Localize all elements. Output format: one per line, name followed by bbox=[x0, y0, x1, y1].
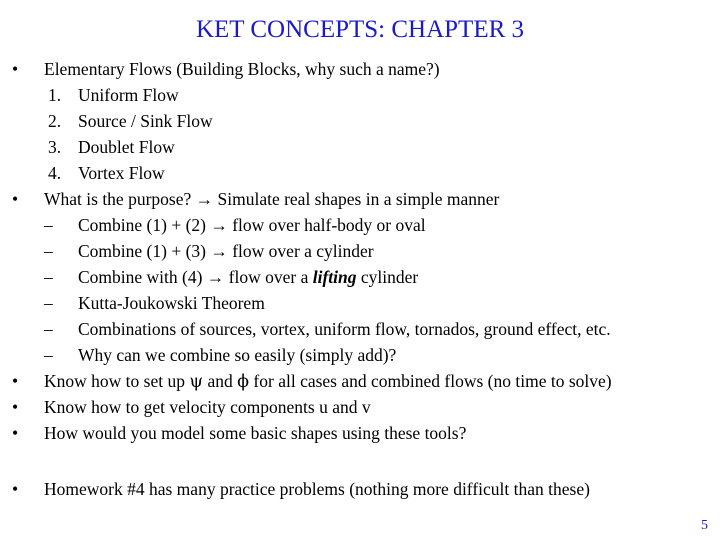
list-item-source-sink-flow: Source / Sink Flow bbox=[78, 111, 213, 131]
sub-item-kutta-joukowski: Kutta-Joukowski Theorem bbox=[78, 293, 265, 313]
page-number: 5 bbox=[701, 518, 708, 533]
combine-4-prefix: Combine with (4) → flow over a bbox=[78, 267, 313, 287]
bullet-marker: • bbox=[12, 479, 19, 499]
bullet-marker: • bbox=[12, 59, 19, 79]
list-item-doublet-flow: Doublet Flow bbox=[78, 137, 175, 157]
bullet-elementary-flows: Elementary Flows (Building Blocks, why such a name?) bbox=[44, 59, 440, 79]
bullet-marker: • bbox=[12, 397, 19, 417]
lifting-emphasis: lifting bbox=[312, 267, 357, 287]
dash-marker: – bbox=[44, 293, 53, 313]
phi-symbol: ϕ bbox=[237, 372, 250, 392]
combine-4-suffix: cylinder bbox=[356, 267, 419, 287]
bullet-velocity: Know how to get velocity components u and v bbox=[44, 397, 371, 417]
bullet-homework: Homework #4 has many practice problems (nothing more difficult than these) bbox=[44, 479, 590, 499]
dash-marker: – bbox=[44, 345, 53, 365]
list-item-vortex-flow: Vortex Flow bbox=[78, 163, 165, 183]
slide-title: KET CONCEPTS: CHAPTER 3 bbox=[195, 16, 525, 43]
dash-marker: – bbox=[44, 267, 53, 287]
dash-marker: – bbox=[44, 319, 53, 339]
sub-item-combinations: Combinations of sources, vortex, uniform flow, tornados, ground effect, etc. bbox=[78, 319, 611, 339]
bullet-marker: • bbox=[12, 371, 19, 391]
list-number: 2. bbox=[48, 111, 62, 131]
dash-marker: – bbox=[44, 215, 53, 235]
setup-suffix: for all cases and combined flows (no time to solve) bbox=[249, 371, 612, 391]
list-number: 4. bbox=[48, 163, 62, 183]
list-number: 3. bbox=[48, 137, 62, 157]
psi-symbol: ψ bbox=[189, 372, 204, 392]
list-item-uniform-flow: Uniform Flow bbox=[78, 85, 179, 105]
sub-item-combine-1-3: Combine (1) + (3) → flow over a cylinder bbox=[78, 241, 374, 261]
list-number: 1. bbox=[48, 85, 62, 105]
sub-item-combine-1-2: Combine (1) + (2) → flow over half-body or oval bbox=[78, 215, 426, 235]
dash-marker: – bbox=[44, 241, 53, 261]
bullet-marker: • bbox=[12, 189, 19, 209]
setup-prefix: Know how to set up bbox=[44, 371, 190, 391]
bullet-model-shapes: How would you model some basic shapes using these tools? bbox=[44, 423, 467, 443]
setup-and: and bbox=[203, 371, 238, 391]
sub-item-combine-4 bbox=[78, 266, 418, 288]
bullet-purpose: What is the purpose? → Simulate real shapes in a simple manner bbox=[44, 189, 500, 209]
bullet-setup-psi-phi bbox=[44, 370, 612, 393]
sub-item-why-combine: Why can we combine so easily (simply add)? bbox=[78, 345, 397, 365]
bullet-marker: • bbox=[12, 423, 19, 443]
